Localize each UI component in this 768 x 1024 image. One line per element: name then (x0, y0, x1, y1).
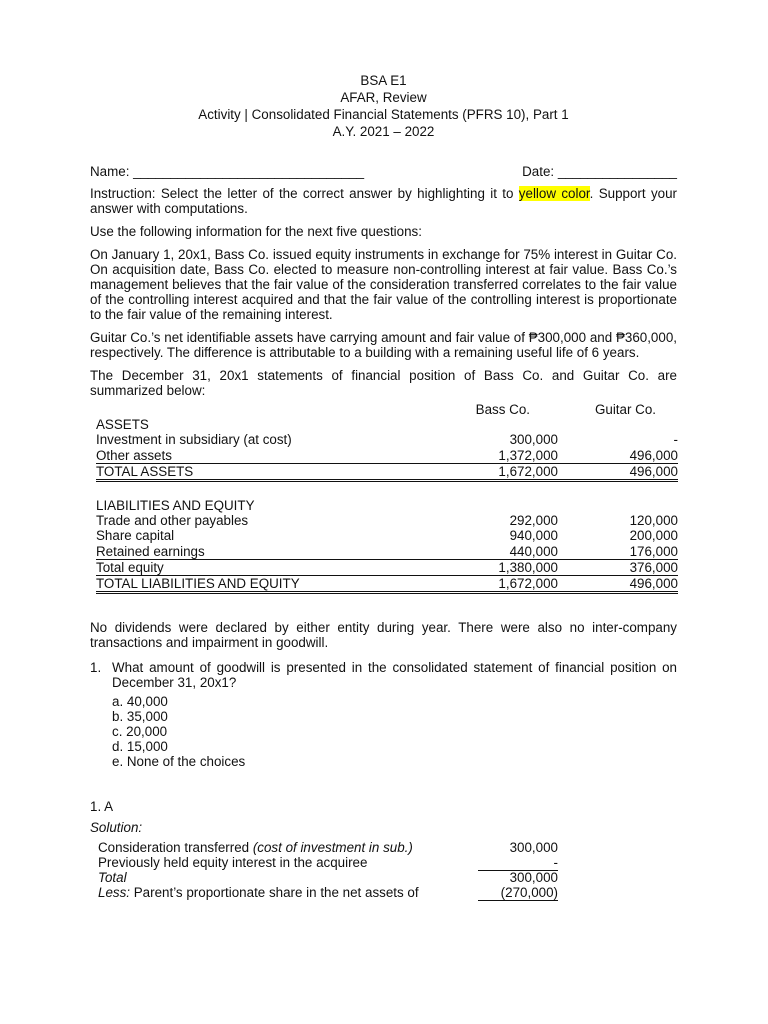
answer-line: 1. A (90, 799, 114, 815)
table-row (96, 513, 678, 528)
name-field: Name: _______________________________ (90, 164, 365, 179)
use-info-text: Use the following information for the next five questions: (90, 224, 422, 239)
solution-row (98, 886, 558, 901)
cell-bass: 440,000 (426, 544, 558, 560)
row-label: TOTAL LIABILITIES AND EQUITY (96, 576, 426, 593)
solution-value: - (478, 856, 558, 871)
row-label: Retained earnings (96, 544, 426, 560)
solution-row (98, 856, 558, 871)
table-row (96, 448, 678, 464)
paragraph-summary: The December 31, 20x1 statements of financial position of Bass Co. and Guitar Co. are summarized below: (90, 368, 677, 398)
table-row-total (96, 463, 678, 480)
cell-bass: 940,000 (509, 528, 558, 544)
solution-row (98, 841, 558, 856)
instruction-text-end: . Support your answer with computations. (90, 186, 677, 216)
question-text: What amount of goodwill is presented in the consolidated statement of financial position on December 31, 20x1? (112, 660, 677, 691)
cell-guitar: 120,000 (629, 513, 678, 529)
label-text-less: Parent’s proportionate share in the net assets of (130, 885, 419, 901)
cell-bass: 1,672,000 (426, 463, 558, 480)
cell-guitar: 496,000 (558, 448, 678, 464)
table-row (96, 544, 678, 560)
choices-list (90, 694, 677, 769)
financial-position-table (96, 402, 678, 594)
solution-row (98, 871, 558, 886)
col-header-bass: Bass Co. (475, 402, 530, 417)
table-row (96, 528, 678, 543)
label-text: Consideration transferred (98, 840, 253, 856)
instruction (90, 186, 677, 216)
choice-c[interactable]: c. 20,000 (112, 724, 168, 740)
table-row-total (96, 576, 678, 593)
solution-row-label (98, 841, 478, 856)
label-italic: (cost of investment in sub.) (252, 840, 413, 856)
solution-row-label: Less: Parent’s proportionate share in the net assets of (98, 885, 419, 901)
table-row (96, 559, 678, 575)
solution-value: 300,000 (509, 870, 558, 886)
choice-b[interactable]: b. 35,000 (112, 709, 168, 725)
liabilities-equity-heading: LIABILITIES AND EQUITY (96, 498, 255, 514)
paragraph-acquisition: On January 1, 20x1, Bass Co. issued equity instruments in exchange for 75% interest in Guitar Co. On acquisition date, Bass Co. elected to measure non-controlling interest at fair value. Bass Co.’s management believes that the fair value of the consideration transferred correlates to the fair value of the controlling interest acquired and that the fair value of the controlling interest is proportionate to the fair value of the remaining interest. (90, 247, 677, 322)
cell-guitar: - (673, 432, 678, 448)
cell-guitar: 376,000 (558, 559, 678, 575)
question-1 (90, 660, 677, 690)
instruction-highlight: yellow color (518, 186, 590, 201)
label-text: Previously held equity interest in the acquiree (98, 854, 368, 870)
cell-bass: 1,380,000 (426, 559, 558, 575)
academic-year: A.Y. 2021 – 2022 (332, 124, 435, 139)
row-label: Share capital (96, 528, 175, 544)
document-header (90, 72, 677, 140)
row-label: Total equity (96, 559, 426, 575)
row-label: Trade and other payables (96, 513, 249, 529)
solution-table (98, 841, 558, 901)
cell-guitar: 496,000 (558, 576, 678, 593)
document-page (90, 72, 677, 901)
row-label: Other assets (96, 448, 426, 464)
question-number: 1. (90, 660, 102, 676)
row-label: Investment in subsidiary (at cost) (96, 432, 292, 448)
choice-a[interactable]: a. 40,000 (112, 694, 168, 710)
cell-bass: 292,000 (509, 513, 558, 529)
paragraph-net-assets: Guitar Co.’s net identifiable assets have carrying amount and fair value of ₱300,000 and ₱360,000, respectively. The difference is attributable to a building with a remaining useful life of 6 years. (90, 330, 677, 360)
row-label: TOTAL ASSETS (96, 463, 426, 480)
cell-guitar: 496,000 (558, 463, 678, 480)
choice-e[interactable]: e. None of the choices (112, 754, 246, 770)
table-row (96, 432, 678, 447)
instruction-text: Instruction: Select the letter of the correct answer by highlighting it to (90, 186, 519, 201)
col-header-guitar: Guitar Co. (594, 402, 656, 417)
solution-value: (270,000) (478, 886, 558, 901)
cell-guitar: 176,000 (558, 544, 678, 560)
table-header-row (96, 402, 678, 417)
solution-row-label (98, 856, 478, 871)
solution-row-label: Total (98, 869, 127, 885)
activity-title: Activity | Consolidated Financial Statements (PFRS 10), Part 1 (198, 107, 569, 122)
subject-title: AFAR, Review (340, 90, 427, 105)
paragraph-no-dividends: No dividends were declared by either entity during year. There were also no inter-company transactions and impairment in goodwill. (90, 620, 677, 651)
assets-heading: ASSETS (96, 417, 149, 433)
solution-value: 300,000 (509, 840, 558, 856)
solution-label: Solution: (90, 820, 143, 836)
cell-bass: 300,000 (509, 432, 558, 448)
cell-guitar: 200,000 (629, 528, 678, 544)
course-code: BSA E1 (360, 73, 407, 88)
choice-d[interactable]: d. 15,000 (112, 739, 168, 755)
cell-bass: 1,672,000 (426, 576, 558, 593)
cell-bass: 1,372,000 (426, 448, 558, 464)
date-field: Date: ________________ (522, 164, 677, 179)
name-date-row (90, 164, 677, 180)
